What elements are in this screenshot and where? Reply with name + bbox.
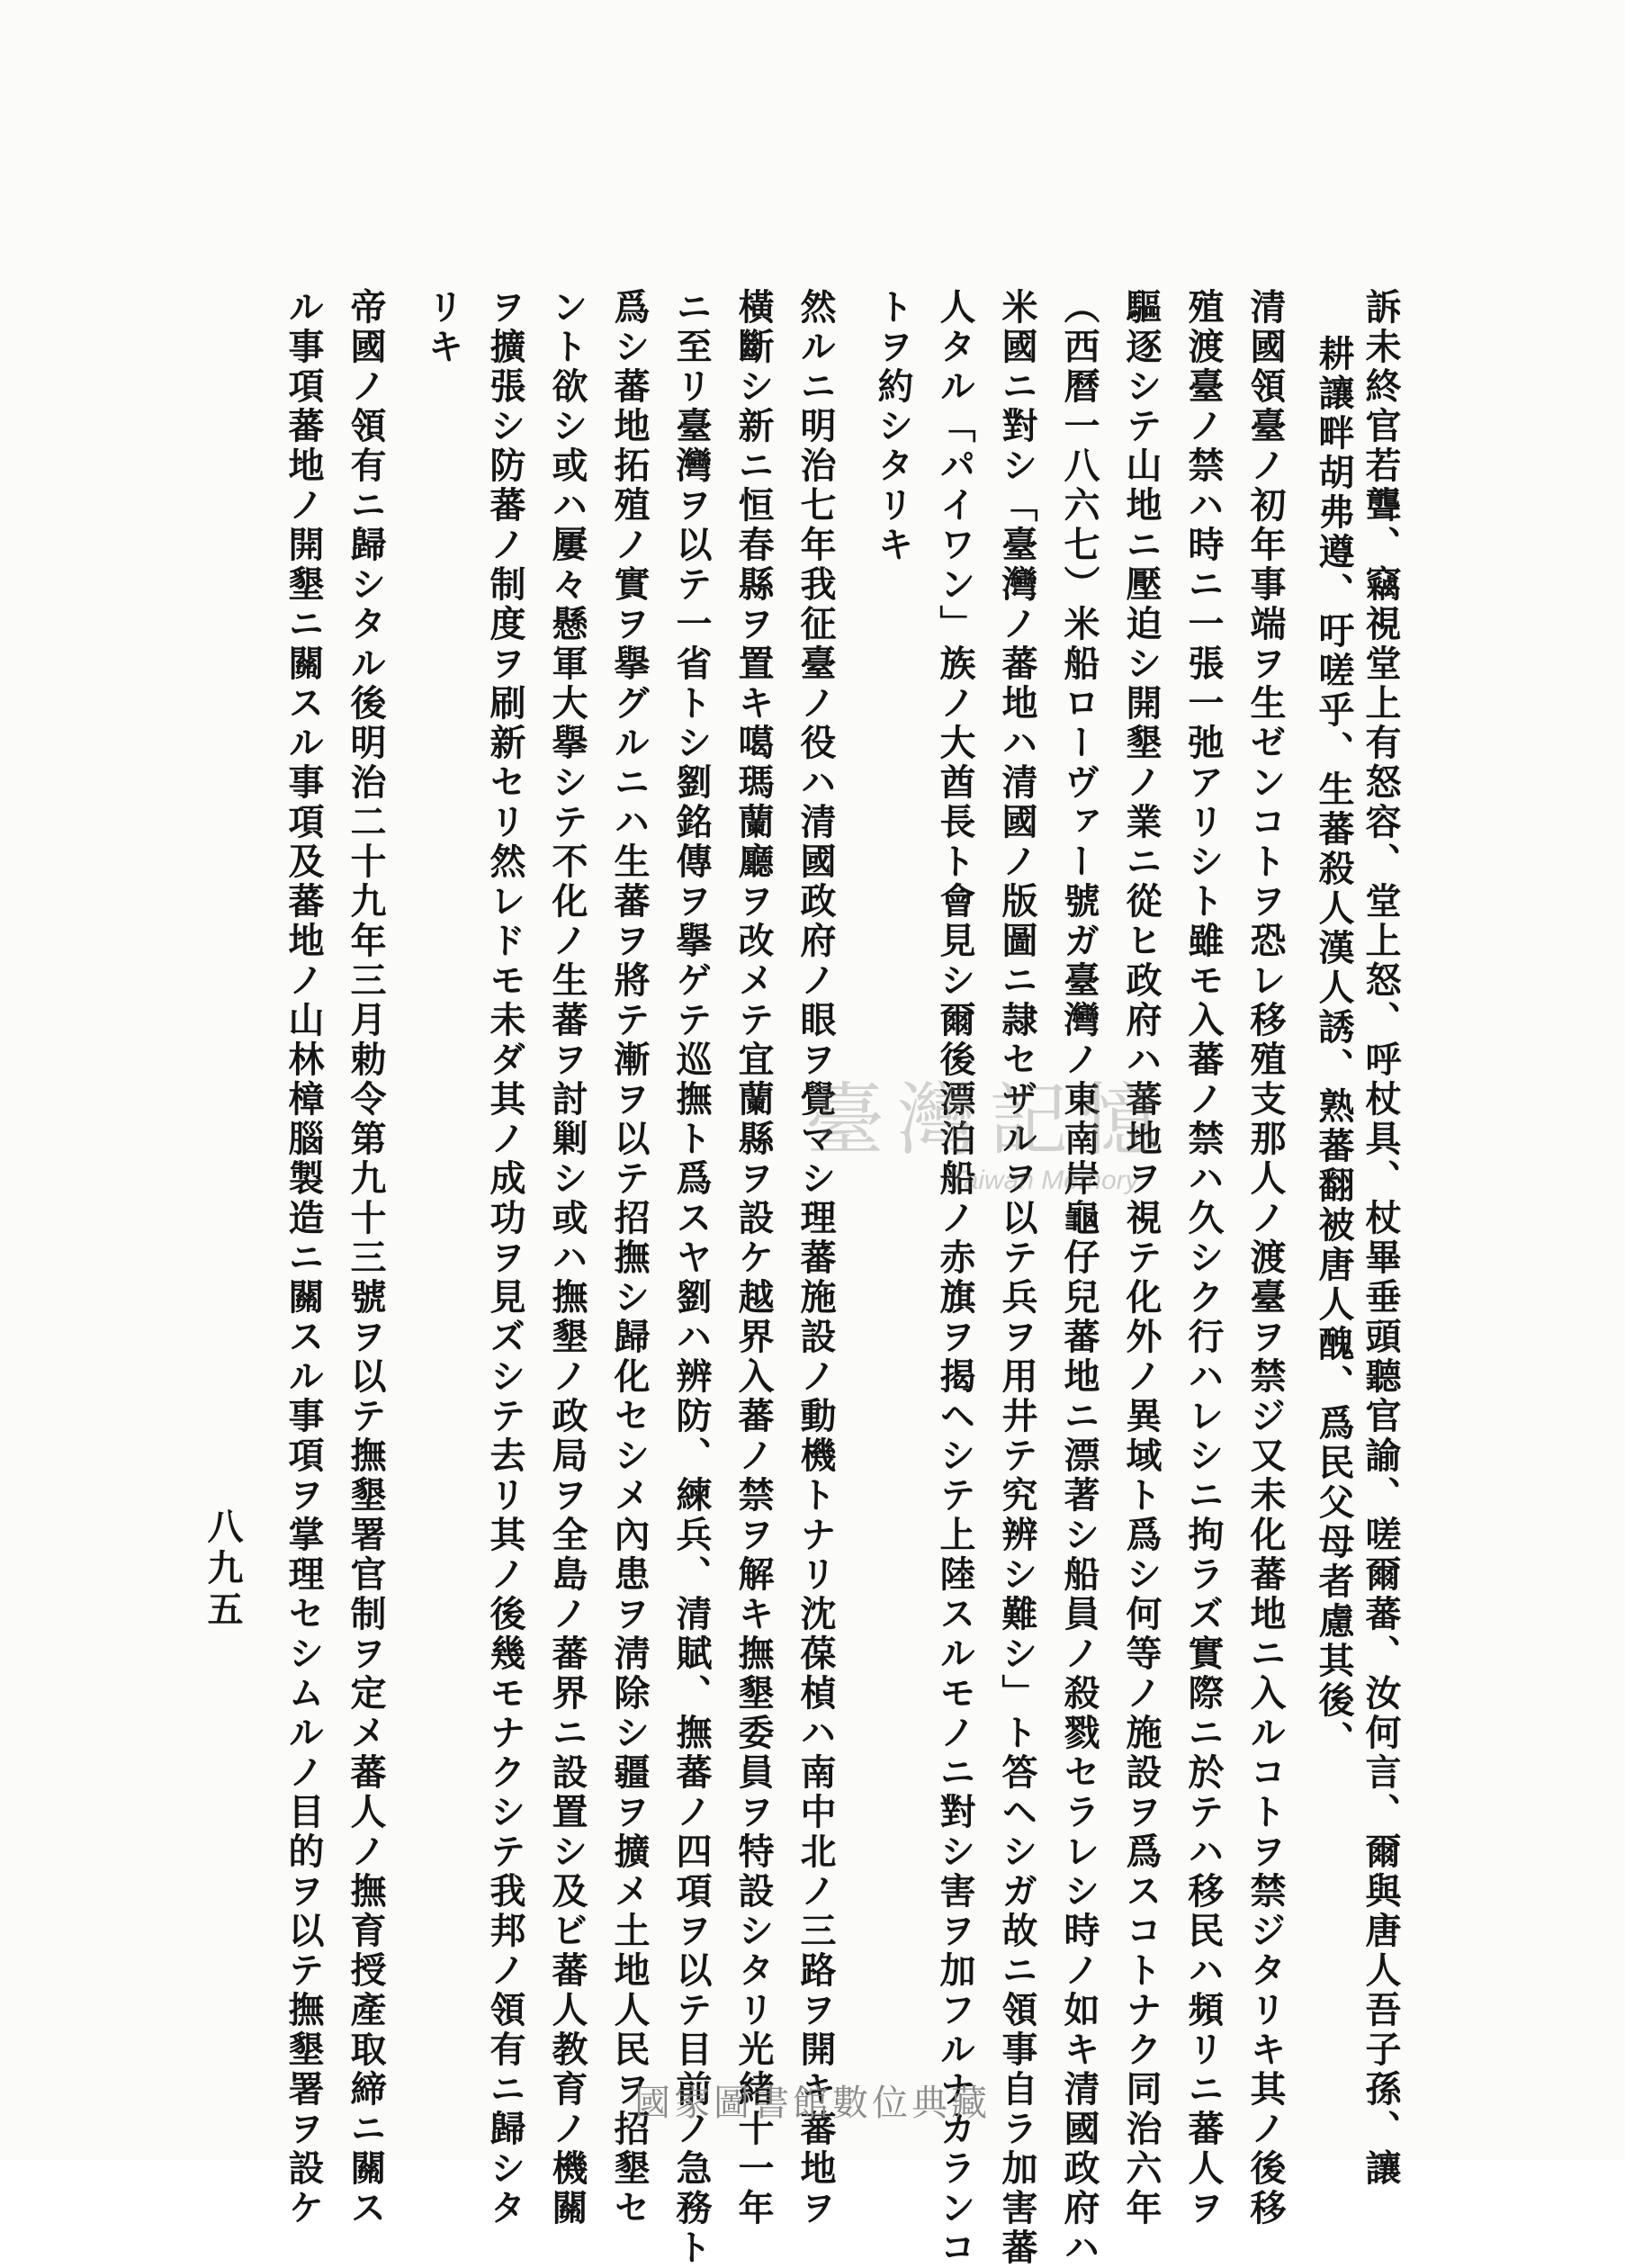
text-column: ヲ擴張シ防蕃ノ制度ヲ刷新セリ然レドモ未ダ其ノ成功ヲ見ズシテ去リ其ノ後幾モナクシテ我邦ノ領有ニ歸シタ xyxy=(484,288,526,2228)
footer-credit: 國家圖書館數位典藏 xyxy=(634,2083,991,2124)
watermark-title: 臺灣記憶 xyxy=(805,1074,1173,1166)
text-column: リキ xyxy=(422,288,464,367)
text-column: 訴未終官若聾、竊視堂上有怒容、堂上怒、呼杖具、杖畢垂頭聽官諭、嗟爾蕃、汝何言、爾與唐人吾子孫、讓 xyxy=(1360,288,1402,2189)
text-column: ント欲シ或ハ屢々懸軍大擧シテ不化ノ生蕃ヲ討剿シ或ハ撫墾ノ政局ヲ全島ノ蕃界ニ設置シ及ビ蕃人教育ノ機關 xyxy=(546,288,588,2228)
text-column: 驅逐シテ山地ニ壓迫シ開墾ノ業ニ從ヒ政府ハ蕃地ヲ視テ化外ノ異域ト爲シ何等ノ施設ヲ爲スコトナク同治六年 xyxy=(1120,288,1163,2228)
text-column: （西曆一八六七）米船ローヴァー號ガ臺灣ノ東南岸龜仔兒蕃地ニ漂著シ船員ノ殺戮セラレシ時ノ如キ清國政府ハ xyxy=(1058,288,1100,2268)
text-column: ニ至リ臺灣ヲ以テ一省トシ劉銘傳ヲ擧ゲテ巡撫ト爲スヤ劉ハ辨防、練兵、清賦、撫蕃ノ四項ヲ以テ目前ノ急務ト xyxy=(670,288,713,2268)
text-column: 爲シ蕃地拓殖ノ實ヲ擧グルニハ生蕃ヲ將テ漸ヲ以テ招撫シ歸化セシメ內患ヲ淸除シ疆ヲ擴メ土地人民ヲ招墾セ xyxy=(608,288,651,2228)
text-column: 清國領臺ノ初年事端ヲ生ゼンコトヲ恐レ移殖支那人ノ渡臺ヲ禁ジ又未化蕃地ニ入ルコトヲ禁ジタリキ其ノ後移 xyxy=(1244,288,1287,2228)
page-number: 八九五 xyxy=(202,1508,244,1632)
text-column: 耕讓畔胡弗遵、吁嗟乎、生蕃殺人漢人誘、熟蕃翻被唐人醜、爲民父母者慮其後、 xyxy=(1313,335,1355,1760)
watermark-logo xyxy=(805,1071,1237,1215)
text-column: トヲ約シタリキ xyxy=(872,288,914,565)
text-column: ル事項蕃地ノ開墾ニ關スル事項及蕃地ノ山林樟腦製造ニ關スル事項ヲ掌理セシムルノ目的ヲ以テ撫墾署ヲ設ケ xyxy=(283,288,325,2228)
text-column: 然ルニ明治七年我征臺ノ役ハ清國政府ノ眼ヲ覺マシ理蕃施設ノ動機トナリ沈葆楨ハ南中北ノ三路ヲ開キ蕃地ヲ xyxy=(795,288,837,2228)
text-column: 殖渡臺ノ禁ハ時ニ一張一弛アリシト雖モ入蕃ノ禁ハ久シク行ハレシニ拘ラズ實際ニ於テハ移民ハ頻リニ蕃人ヲ xyxy=(1182,288,1225,2228)
text-column: 人タル「パイワン」族ノ大酋長ト會見シ爾後漂泊船ノ赤旗ヲ揭ヘシテ上陸スルモノニ對シ害ヲ加フルナカランコ xyxy=(934,288,976,2268)
watermark-subtitle: Taiwan Memory xyxy=(949,1166,1139,1195)
text-column: 橫斷シ新ニ恒春縣ヲ置キ噶瑪蘭廳ヲ改メテ宜蘭縣ヲ設ケ越界入蕃ノ禁ヲ解キ撫墾委員ヲ特設シタリ光緒十一年 xyxy=(732,288,775,2228)
text-column: 米國ニ對シ「臺灣ノ蕃地ハ清國ノ版圖ニ隷セザルヲ以テ兵ヲ用井テ究辨シ難シ」ト答ヘシガ故ニ領事自ラ加害蕃 xyxy=(996,288,1038,2268)
text-column: 帝國ノ領有ニ歸シタル後明治二十九年三月勅令第九十三號ヲ以テ撫墾署官制ヲ定メ蕃人ノ撫育授產取締ニ關ス xyxy=(345,288,387,2228)
